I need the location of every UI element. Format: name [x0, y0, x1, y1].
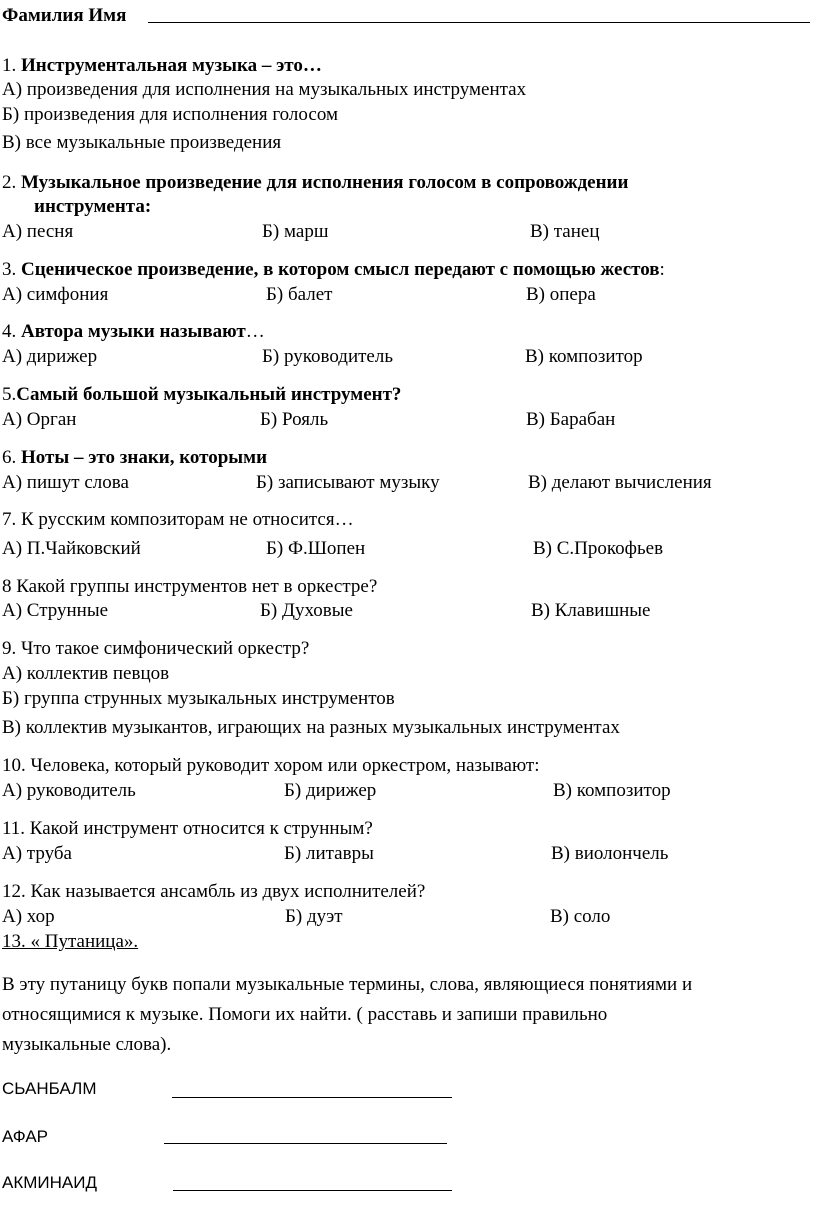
- question-11-option-c[interactable]: В) виолончель: [551, 843, 669, 864]
- question-1: 1. Инструментальная музыка – это…: [2, 55, 322, 76]
- question-2-continued: инструмента:: [34, 196, 152, 217]
- question-12-option-b[interactable]: Б) дуэт: [285, 906, 343, 927]
- question-11-option-b[interactable]: Б) литавры: [284, 843, 374, 864]
- task-13-instruction-line-2: относящимися к музыке. Помоги их найти. ( расставь и запиши правильно: [2, 1004, 608, 1025]
- task-13-title: 13. « Путаница».: [2, 931, 139, 952]
- question-8-option-b[interactable]: Б) Духовые: [260, 600, 353, 621]
- question-6-option-b[interactable]: Б) записывают музыку: [256, 472, 440, 493]
- question-2-option-a[interactable]: А) песня: [2, 221, 74, 242]
- question-7-option-b[interactable]: Б) Ф.Шопен: [266, 538, 366, 559]
- task-13-instruction-line-1: В эту путаницу букв попали музыкальные термины, слова, являющиеся понятиями и: [2, 974, 693, 995]
- question-3: 3. Сценическое произведение, в котором смысл передают с помощью жестов:: [2, 259, 665, 280]
- question-9-option-b[interactable]: Б) группа струнных музыкальных инструментов: [2, 688, 395, 709]
- question-2-option-c[interactable]: В) танец: [530, 221, 600, 242]
- question-5-option-c[interactable]: В) Барабан: [526, 409, 616, 430]
- question-7-option-c[interactable]: В) С.Прокофьев: [533, 538, 664, 559]
- question-12-option-c[interactable]: В) соло: [550, 906, 611, 927]
- question-5: 5.Самый большой музыкальный инструмент?: [2, 384, 402, 405]
- question-4-option-a[interactable]: А) дирижер: [2, 346, 98, 367]
- question-8-option-c[interactable]: В) Клавишные: [531, 600, 651, 621]
- question-7: 7. К русским композиторам не относится…: [2, 509, 354, 530]
- question-6-option-c[interactable]: В) делают вычисления: [528, 472, 712, 493]
- question-4-option-c[interactable]: В) композитор: [525, 346, 643, 367]
- question-4: 4. Автора музыки называют…: [2, 321, 265, 342]
- scrambled-word-2: АФАР: [2, 1127, 49, 1146]
- answer-line-2[interactable]: [164, 1143, 447, 1144]
- question-11: 11. Какой инструмент относится к струнным?: [2, 818, 373, 839]
- question-4-option-b[interactable]: Б) руководитель: [262, 346, 394, 367]
- question-3-option-c[interactable]: В) опера: [526, 284, 596, 305]
- question-6: 6. Ноты – это знаки, которыми: [2, 447, 268, 468]
- question-9: 9. Что такое симфонический оркестр?: [2, 638, 310, 659]
- question-6-option-a[interactable]: А) пишут слова: [2, 472, 129, 493]
- answer-line-3[interactable]: [173, 1190, 452, 1191]
- answer-line-1[interactable]: [172, 1097, 452, 1098]
- question-11-option-a[interactable]: А) труба: [2, 843, 72, 864]
- question-7-option-a[interactable]: А) П.Чайковский: [2, 538, 141, 559]
- question-1-option-c[interactable]: В) все музыкальные произведения: [2, 132, 282, 153]
- question-1-option-b[interactable]: Б) произведения для исполнения голосом: [2, 104, 338, 125]
- question-10-option-a[interactable]: А) руководитель: [2, 780, 136, 801]
- question-5-option-b[interactable]: Б) Рояль: [260, 409, 329, 430]
- question-10-option-c[interactable]: В) композитор: [553, 780, 671, 801]
- question-9-option-c[interactable]: В) коллектив музыкантов, играющих на разных музыкальных инструментах: [2, 717, 620, 738]
- question-9-option-a[interactable]: А) коллектив певцов: [2, 663, 170, 684]
- question-5-option-a[interactable]: А) Орган: [2, 409, 77, 430]
- scrambled-word-3: АКМИНАИД: [2, 1173, 97, 1192]
- question-3-option-a[interactable]: А) симфония: [2, 284, 109, 305]
- question-3-option-b[interactable]: Б) балет: [266, 284, 333, 305]
- question-1-option-a[interactable]: А) произведения для исполнения на музыкальных инструментах: [2, 79, 527, 100]
- question-12-option-a[interactable]: А) хор: [2, 906, 55, 927]
- surname-name-label: Фамилия Имя: [2, 5, 127, 26]
- question-10-option-b[interactable]: Б) дирижер: [284, 780, 377, 801]
- surname-name-field[interactable]: [148, 22, 810, 23]
- question-2: 2. Музыкальное произведение для исполнения голосом в сопровождении: [2, 172, 629, 193]
- task-13-instruction-line-3: музыкальные слова).: [2, 1034, 172, 1055]
- question-12: 12. Как называется ансамбль из двух исполнителей?: [2, 881, 426, 902]
- question-10: 10. Человека, который руководит хором или оркестром, называют:: [2, 755, 540, 776]
- question-8-option-a[interactable]: А) Струнные: [2, 600, 109, 621]
- scrambled-word-1: СЬАНБАЛМ: [2, 1079, 97, 1098]
- question-2-option-b[interactable]: Б) марш: [262, 221, 329, 242]
- question-8: 8 Какой группы инструментов нет в оркестре?: [2, 576, 378, 597]
